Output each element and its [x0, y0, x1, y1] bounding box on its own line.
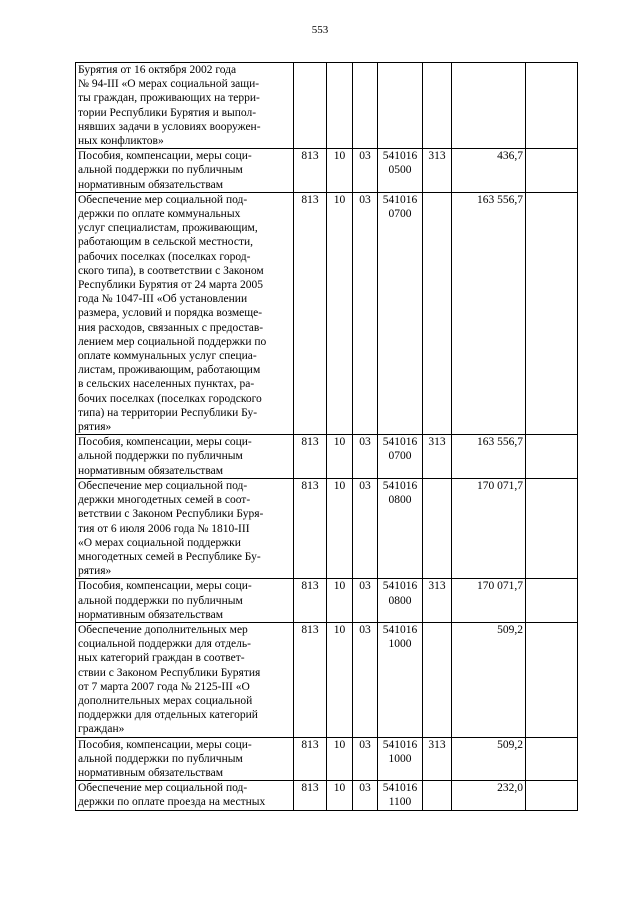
description-line: держки многодетных семей в соот- [78, 494, 251, 507]
description-line: нормативным обязательствам [78, 464, 223, 477]
description-line: тия от 6 июля 2006 года № 1810-III [78, 522, 250, 535]
description-line: ствии с Законом Республики Бурятия [78, 666, 261, 679]
ministry-code [294, 63, 327, 149]
description-line: листам, проживающим, работающим [78, 364, 261, 377]
row-description [76, 192, 294, 434]
description-line: типа) на территории Республики Бу- [78, 406, 258, 419]
description-line: социальной поддержки для отдель- [78, 638, 251, 651]
description-line: оплате коммунальных услуг специа- [78, 350, 257, 363]
empty-column [526, 149, 578, 193]
amount: 163 556,7 [452, 192, 526, 434]
target-item-code: 541016 0800 [378, 579, 423, 623]
table-body [76, 63, 578, 811]
expense-type-code: 313 [423, 149, 452, 193]
page-number: 553 [311, 24, 329, 36]
ministry-code: 813 [294, 149, 327, 193]
target-item-code: 541016 0500 [378, 149, 423, 193]
description-line: ных конфликтов» [78, 135, 164, 148]
description-line: альной поддержки по публичным [78, 594, 243, 607]
expense-type-code [423, 192, 452, 434]
row-description [76, 435, 294, 479]
description-line: Пособия, компенсации, меры соци- [78, 150, 252, 163]
description-line: нявших задачи в условиях вооружен- [78, 120, 261, 133]
empty-column [526, 737, 578, 781]
description-line: рятия» [78, 565, 112, 578]
table-row [76, 149, 578, 193]
description-line: Обеспечение дополнительных мер [78, 623, 248, 636]
expense-type-code [423, 63, 452, 149]
empty-column [526, 63, 578, 149]
empty-column [526, 435, 578, 479]
section-code: 10 [327, 478, 353, 578]
subsection-code: 03 [353, 737, 378, 781]
table-row [76, 781, 578, 810]
description-line: года № 1047-III «Об установлении [78, 293, 248, 306]
section-code: 10 [327, 149, 353, 193]
target-item-code: 541016 0700 [378, 192, 423, 434]
amount: 232,0 [452, 781, 526, 810]
section-code: 10 [327, 622, 353, 737]
section-code: 10 [327, 192, 353, 434]
target-item-code: 541016 1000 [378, 622, 423, 737]
description-line: ния расходов, связанных с предостав- [78, 321, 264, 334]
description-line: нормативным обязательствам [78, 766, 223, 779]
section-code: 10 [327, 781, 353, 810]
row-description [76, 737, 294, 781]
description-line: Пособия, компенсации, меры соци- [78, 580, 252, 593]
ministry-code: 813 [294, 579, 327, 623]
table-row [76, 579, 578, 623]
description-line: рабочих поселках (поселках город- [78, 250, 251, 263]
description-line: Пособия, компенсации, меры соци- [78, 738, 252, 751]
amount: 170 071,7 [452, 478, 526, 578]
ministry-code: 813 [294, 478, 327, 578]
subsection-code: 03 [353, 781, 378, 810]
description-line: альной поддержки по публичным [78, 450, 243, 463]
description-line: работающим в сельской местности, [78, 236, 253, 249]
row-description [76, 781, 294, 810]
ministry-code: 813 [294, 435, 327, 479]
table-row [76, 478, 578, 578]
expense-type-code: 313 [423, 435, 452, 479]
description-line: граждан» [78, 723, 125, 736]
row-description [76, 622, 294, 737]
table-row [76, 192, 578, 434]
section-code: 10 [327, 579, 353, 623]
description-line: «О мерах социальной поддержки [78, 536, 241, 549]
subsection-code: 03 [353, 622, 378, 737]
description-line: в сельских населенных пунктах, ра- [78, 378, 255, 391]
description-line: нормативным обязательствам [78, 608, 223, 621]
empty-column [526, 579, 578, 623]
description-line: Республики Бурятия от 24 марта 2005 [78, 279, 263, 292]
target-item-code: 541016 1100 [378, 781, 423, 810]
target-item-code: 541016 0700 [378, 435, 423, 479]
description-line: Бурятия от 16 октября 2002 года [78, 64, 237, 76]
description-line: Обеспечение мер социальной под- [78, 479, 248, 492]
description-line: тории Республики Бурятия и выпол- [78, 106, 257, 119]
subsection-code: 03 [353, 579, 378, 623]
table-row [76, 435, 578, 479]
amount [452, 63, 526, 149]
description-line: нормативным обязательствам [78, 178, 223, 191]
description-line: Пособия, компенсации, меры соци- [78, 436, 252, 449]
expense-type-code [423, 781, 452, 810]
section-code: 10 [327, 435, 353, 479]
section-code: 10 [327, 737, 353, 781]
row-description [76, 149, 294, 193]
expense-type-code [423, 478, 452, 578]
empty-column [526, 781, 578, 810]
amount: 163 556,7 [452, 435, 526, 479]
expense-type-code [423, 622, 452, 737]
amount: 509,2 [452, 737, 526, 781]
description-line: ты граждан, проживающих на терри- [78, 92, 260, 105]
ministry-code: 813 [294, 781, 327, 810]
description-line: размера, условий и порядка возмеще- [78, 307, 263, 320]
row-description [76, 63, 294, 149]
amount: 436,7 [452, 149, 526, 193]
budget-table [75, 62, 578, 811]
empty-column [526, 192, 578, 434]
description-line: Обеспечение мер социальной под- [78, 193, 248, 206]
target-item-code: 541016 1000 [378, 737, 423, 781]
description-line: лением мер социальной поддержки по [78, 335, 267, 348]
section-code [327, 63, 353, 149]
description-line: рятия» [78, 421, 112, 434]
row-description [76, 478, 294, 578]
amount: 170 071,7 [452, 579, 526, 623]
expense-type-code: 313 [423, 579, 452, 623]
description-line: держки по оплате проезда на местных [78, 796, 266, 809]
description-line: бочих поселках (поселках городского [78, 392, 262, 405]
expense-type-code: 313 [423, 737, 452, 781]
description-line: № 94-III «О мерах социальной защи- [78, 78, 260, 91]
description-line: альной поддержки по публичным [78, 752, 243, 765]
target-item-code: 541016 0800 [378, 478, 423, 578]
description-line: ных категорий граждан в соответ- [78, 652, 245, 665]
description-line: многодетных семей в Республике Бу- [78, 550, 261, 563]
description-line: поддержки для отдельных категорий [78, 709, 258, 722]
table-row [76, 737, 578, 781]
ministry-code: 813 [294, 737, 327, 781]
table-row [76, 622, 578, 737]
ministry-code: 813 [294, 622, 327, 737]
subsection-code: 03 [353, 435, 378, 479]
description-line: ского типа), в соответствии с Законом [78, 264, 264, 277]
description-line: услуг специалистам, проживающим, [78, 222, 258, 235]
table-row [76, 63, 578, 149]
row-description [76, 579, 294, 623]
description-line: альной поддержки по публичным [78, 164, 243, 177]
ministry-code: 813 [294, 192, 327, 434]
subsection-code [353, 63, 378, 149]
amount: 509,2 [452, 622, 526, 737]
description-line: дополнительных мерах социальной [78, 694, 253, 707]
empty-column [526, 622, 578, 737]
description-line: держки по оплате коммунальных [78, 208, 241, 221]
target-item-code [378, 63, 423, 149]
description-line: от 7 марта 2007 года № 2125-III «О [78, 680, 250, 693]
subsection-code: 03 [353, 478, 378, 578]
description-line: ветствии с Законом Республики Буря- [78, 508, 264, 521]
empty-column [526, 478, 578, 578]
description-line: Обеспечение мер социальной под- [78, 782, 248, 795]
subsection-code: 03 [353, 149, 378, 193]
subsection-code: 03 [353, 192, 378, 434]
